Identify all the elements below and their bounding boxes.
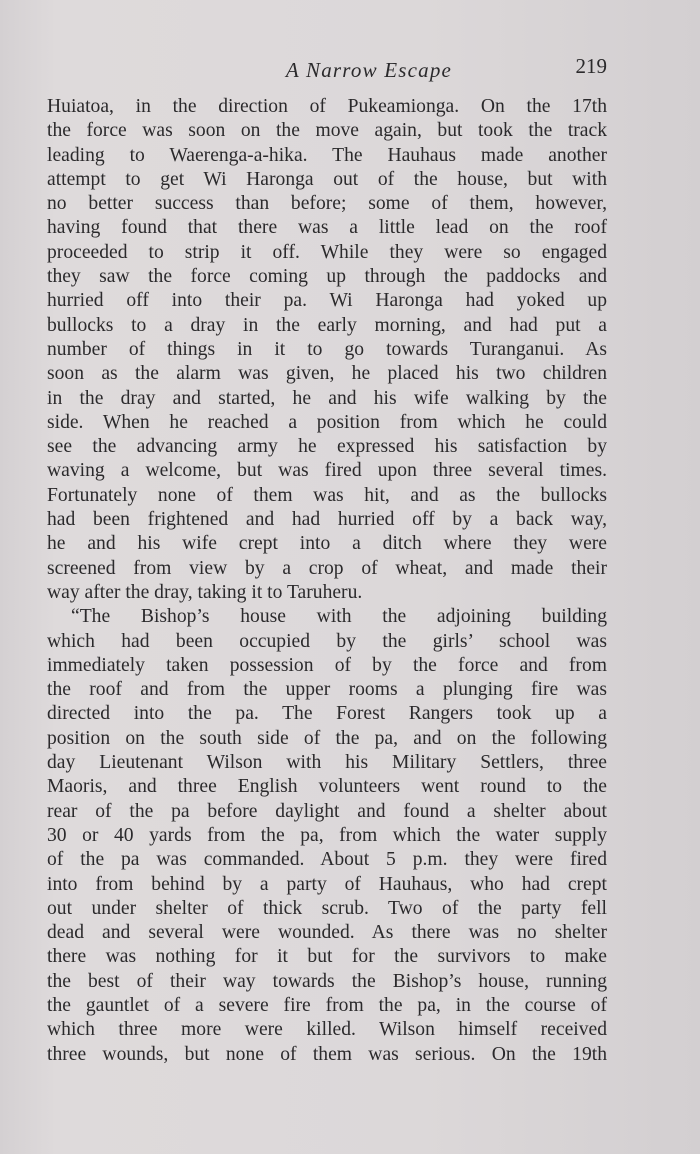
- running-title: A Narrow Escape: [285, 58, 453, 82]
- text-line: see the advancing army he expressed his satisfaction by: [47, 436, 607, 458]
- running-head: [47, 52, 607, 86]
- text-line: directed into the pa. The Forest Rangers took up a: [47, 703, 607, 725]
- text-line: side. When he reached a position from which he could: [47, 411, 607, 433]
- text-line: he and his wife crept into a ditch where they were: [47, 533, 607, 555]
- text-line: rear of the pa before daylight and found a shelter about: [47, 800, 607, 822]
- text-line: attempt to get Wi Haronga out of the house, but with: [47, 168, 607, 190]
- text-line: Huiatoa, in the direction of Pukeamionga. On the 17th: [47, 96, 607, 117]
- text-line: hurried off into their pa. Wi Haronga had yoked up: [47, 290, 607, 312]
- text-line: waving a welcome, but was fired upon three several times.: [47, 460, 607, 482]
- text-line: three wounds, but none of them was serious. On the 19th: [47, 1043, 607, 1065]
- paragraph-last-line: way after the dray, taking it to Taruheru.: [47, 581, 363, 603]
- text-line: position on the south side of the pa, and on the following: [47, 727, 607, 749]
- text-line: having found that there was a little lead on the roof: [47, 217, 607, 239]
- text-line: they saw the force coming up through the paddocks and: [47, 266, 607, 288]
- text-line: immediately taken possession of by the force and from: [47, 654, 607, 676]
- text-line: the roof and from the upper rooms a plunging fire was: [47, 679, 607, 701]
- text-line: there was nothing for it but for the survivors to make: [47, 946, 607, 968]
- text-line: soon as the alarm was given, he placed his two children: [47, 363, 607, 385]
- text-line: Fortunately none of them was hit, and as the bullocks: [47, 484, 607, 506]
- text-line: the gauntlet of a severe fire from the pa, in the course of: [47, 994, 607, 1016]
- text-line: had been frightened and had hurried off by a back way,: [47, 509, 607, 531]
- body-text: [47, 95, 607, 1067]
- page-number: 219: [575, 54, 607, 78]
- text-line: into from behind by a party of Hauhaus, who had crept: [47, 873, 607, 895]
- text-line: of the pa was commanded. About 5 p.m. they were fired: [47, 849, 607, 871]
- text-line: day Lieutenant Wilson with his Military Settlers, three: [47, 752, 607, 774]
- paragraph-first-line: “The Bishop’s house with the adjoining building: [71, 606, 607, 628]
- text-line: screened from view by a crop of wheat, and made their: [47, 557, 607, 579]
- text-line: bullocks to a dray in the early morning, and had put a: [47, 314, 607, 336]
- text-line: no better success than before; some of them, however,: [47, 193, 607, 215]
- text-line: proceeded to strip it off. While they were so engaged: [47, 241, 607, 263]
- text-line: out under shelter of thick scrub. Two of the party fell: [47, 897, 607, 919]
- text-line: which three more were killed. Wilson himself received: [47, 1019, 607, 1041]
- text-line: the best of their way towards the Bishop’s house, running: [47, 970, 607, 992]
- text-line: which had been occupied by the girls’ school was: [47, 630, 607, 652]
- text-line: in the dray and started, he and his wife walking by the: [47, 387, 607, 409]
- text-line: dead and several were wounded. As there was no shelter: [47, 922, 607, 944]
- text-line: number of things in it to go towards Turanganui. As: [47, 338, 607, 360]
- text-line: Maoris, and three English volunteers went round to the: [47, 776, 607, 798]
- text-line: the force was soon on the move again, but took the track: [47, 120, 607, 142]
- text-line: leading to Waerenga-a-hika. The Hauhaus made another: [47, 144, 607, 166]
- text-line: 30 or 40 yards from the pa, from which the water supply: [47, 824, 607, 846]
